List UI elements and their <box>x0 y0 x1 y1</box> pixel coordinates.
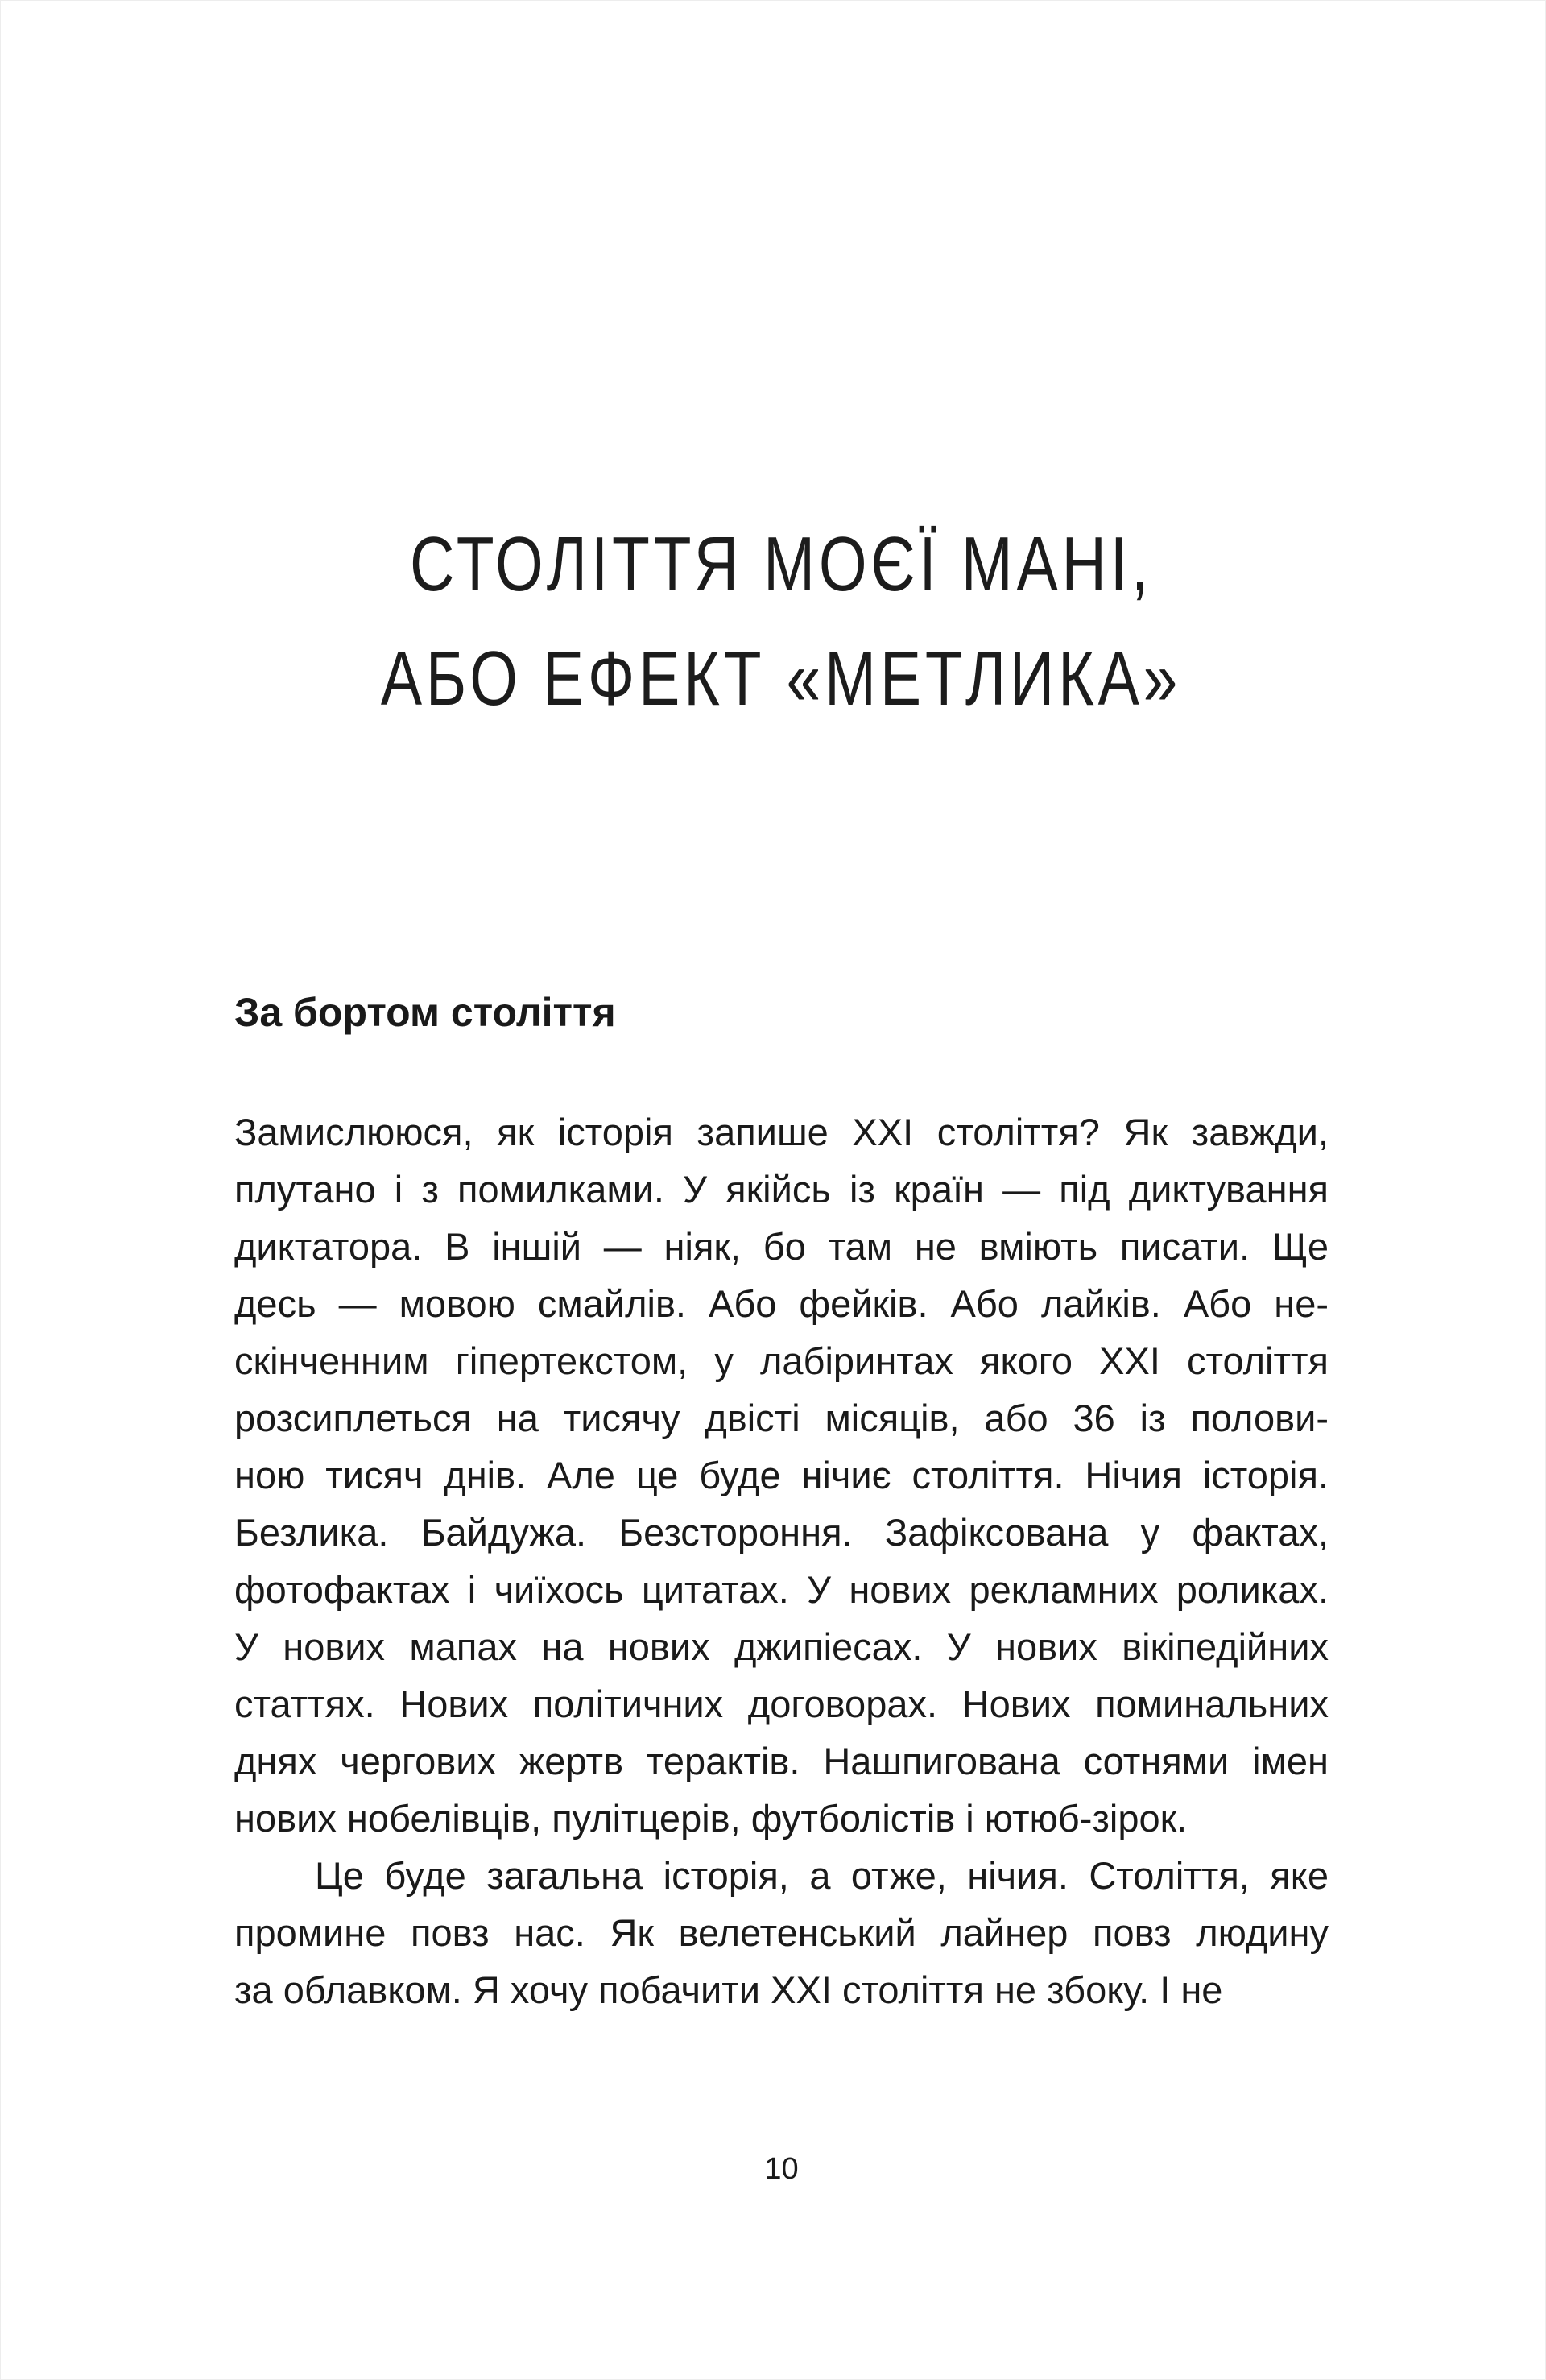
text-line: Безлика. Байдужа. Безстороння. Зафіксована у фактах, <box>234 1511 1329 1554</box>
body-text <box>234 1103 1329 2018</box>
paragraph <box>234 1103 1329 1847</box>
text-line: ною тисяч днів. Але це буде нічиє століття. Нічия історія. <box>234 1454 1329 1496</box>
page-number: 10 <box>764 2152 799 2186</box>
text-line: за облавком. Я хочу побачити ХХІ століття не збоку. І не <box>234 1968 1223 2011</box>
chapter-title-line-2: АБО ЕФЕКТ «МЕТЛИКА» <box>380 635 1182 722</box>
chapter-title-line-1: СТОЛІТТЯ МОЄЇ МАНІ, <box>409 521 1153 607</box>
text-line: диктатора. В іншій — ніяк, бо там не вміють писати. Ще <box>234 1225 1329 1268</box>
text-line: плутано і з помилками. У якійсь із країн — під диктування <box>234 1168 1329 1211</box>
text-line: У нових мапах на нових джипіесах. У нових вікіпедійних <box>234 1625 1329 1668</box>
section-heading: За бортом століття <box>234 990 616 1035</box>
text-line: днях чергових жертв терактів. Нашпигована сотнями імен <box>234 1740 1329 1782</box>
text-line: Замислююся, як історія запише ХХІ століття? Як завжди, <box>234 1111 1329 1153</box>
text-line: розсиплеться на тисячу двісті місяців, або 36 із полови- <box>234 1397 1329 1439</box>
paragraph <box>234 1847 1329 2018</box>
text-line: десь — мовою смайлів. Або фейків. Або лайків. Або не- <box>234 1282 1329 1325</box>
text-line: скінченним гіпертекстом, у лабіринтах якого ХХІ століття <box>234 1339 1329 1382</box>
text-line: Це буде загальна історія, а отже, нічия. Століття, яке <box>315 1854 1329 1897</box>
text-line: промине повз нас. Як велетенський лайнер повз людину <box>234 1911 1329 1954</box>
text-line: нових нобелівців, пулітцерів, футболістів і ютюб-зірок. <box>234 1797 1188 1840</box>
text-line: статтях. Нових політичних договорах. Нових поминальних <box>234 1683 1329 1725</box>
text-line: фотофактах і чиїхось цитатах. У нових рекламних роликах. <box>234 1568 1329 1611</box>
chapter-title <box>337 507 1226 736</box>
